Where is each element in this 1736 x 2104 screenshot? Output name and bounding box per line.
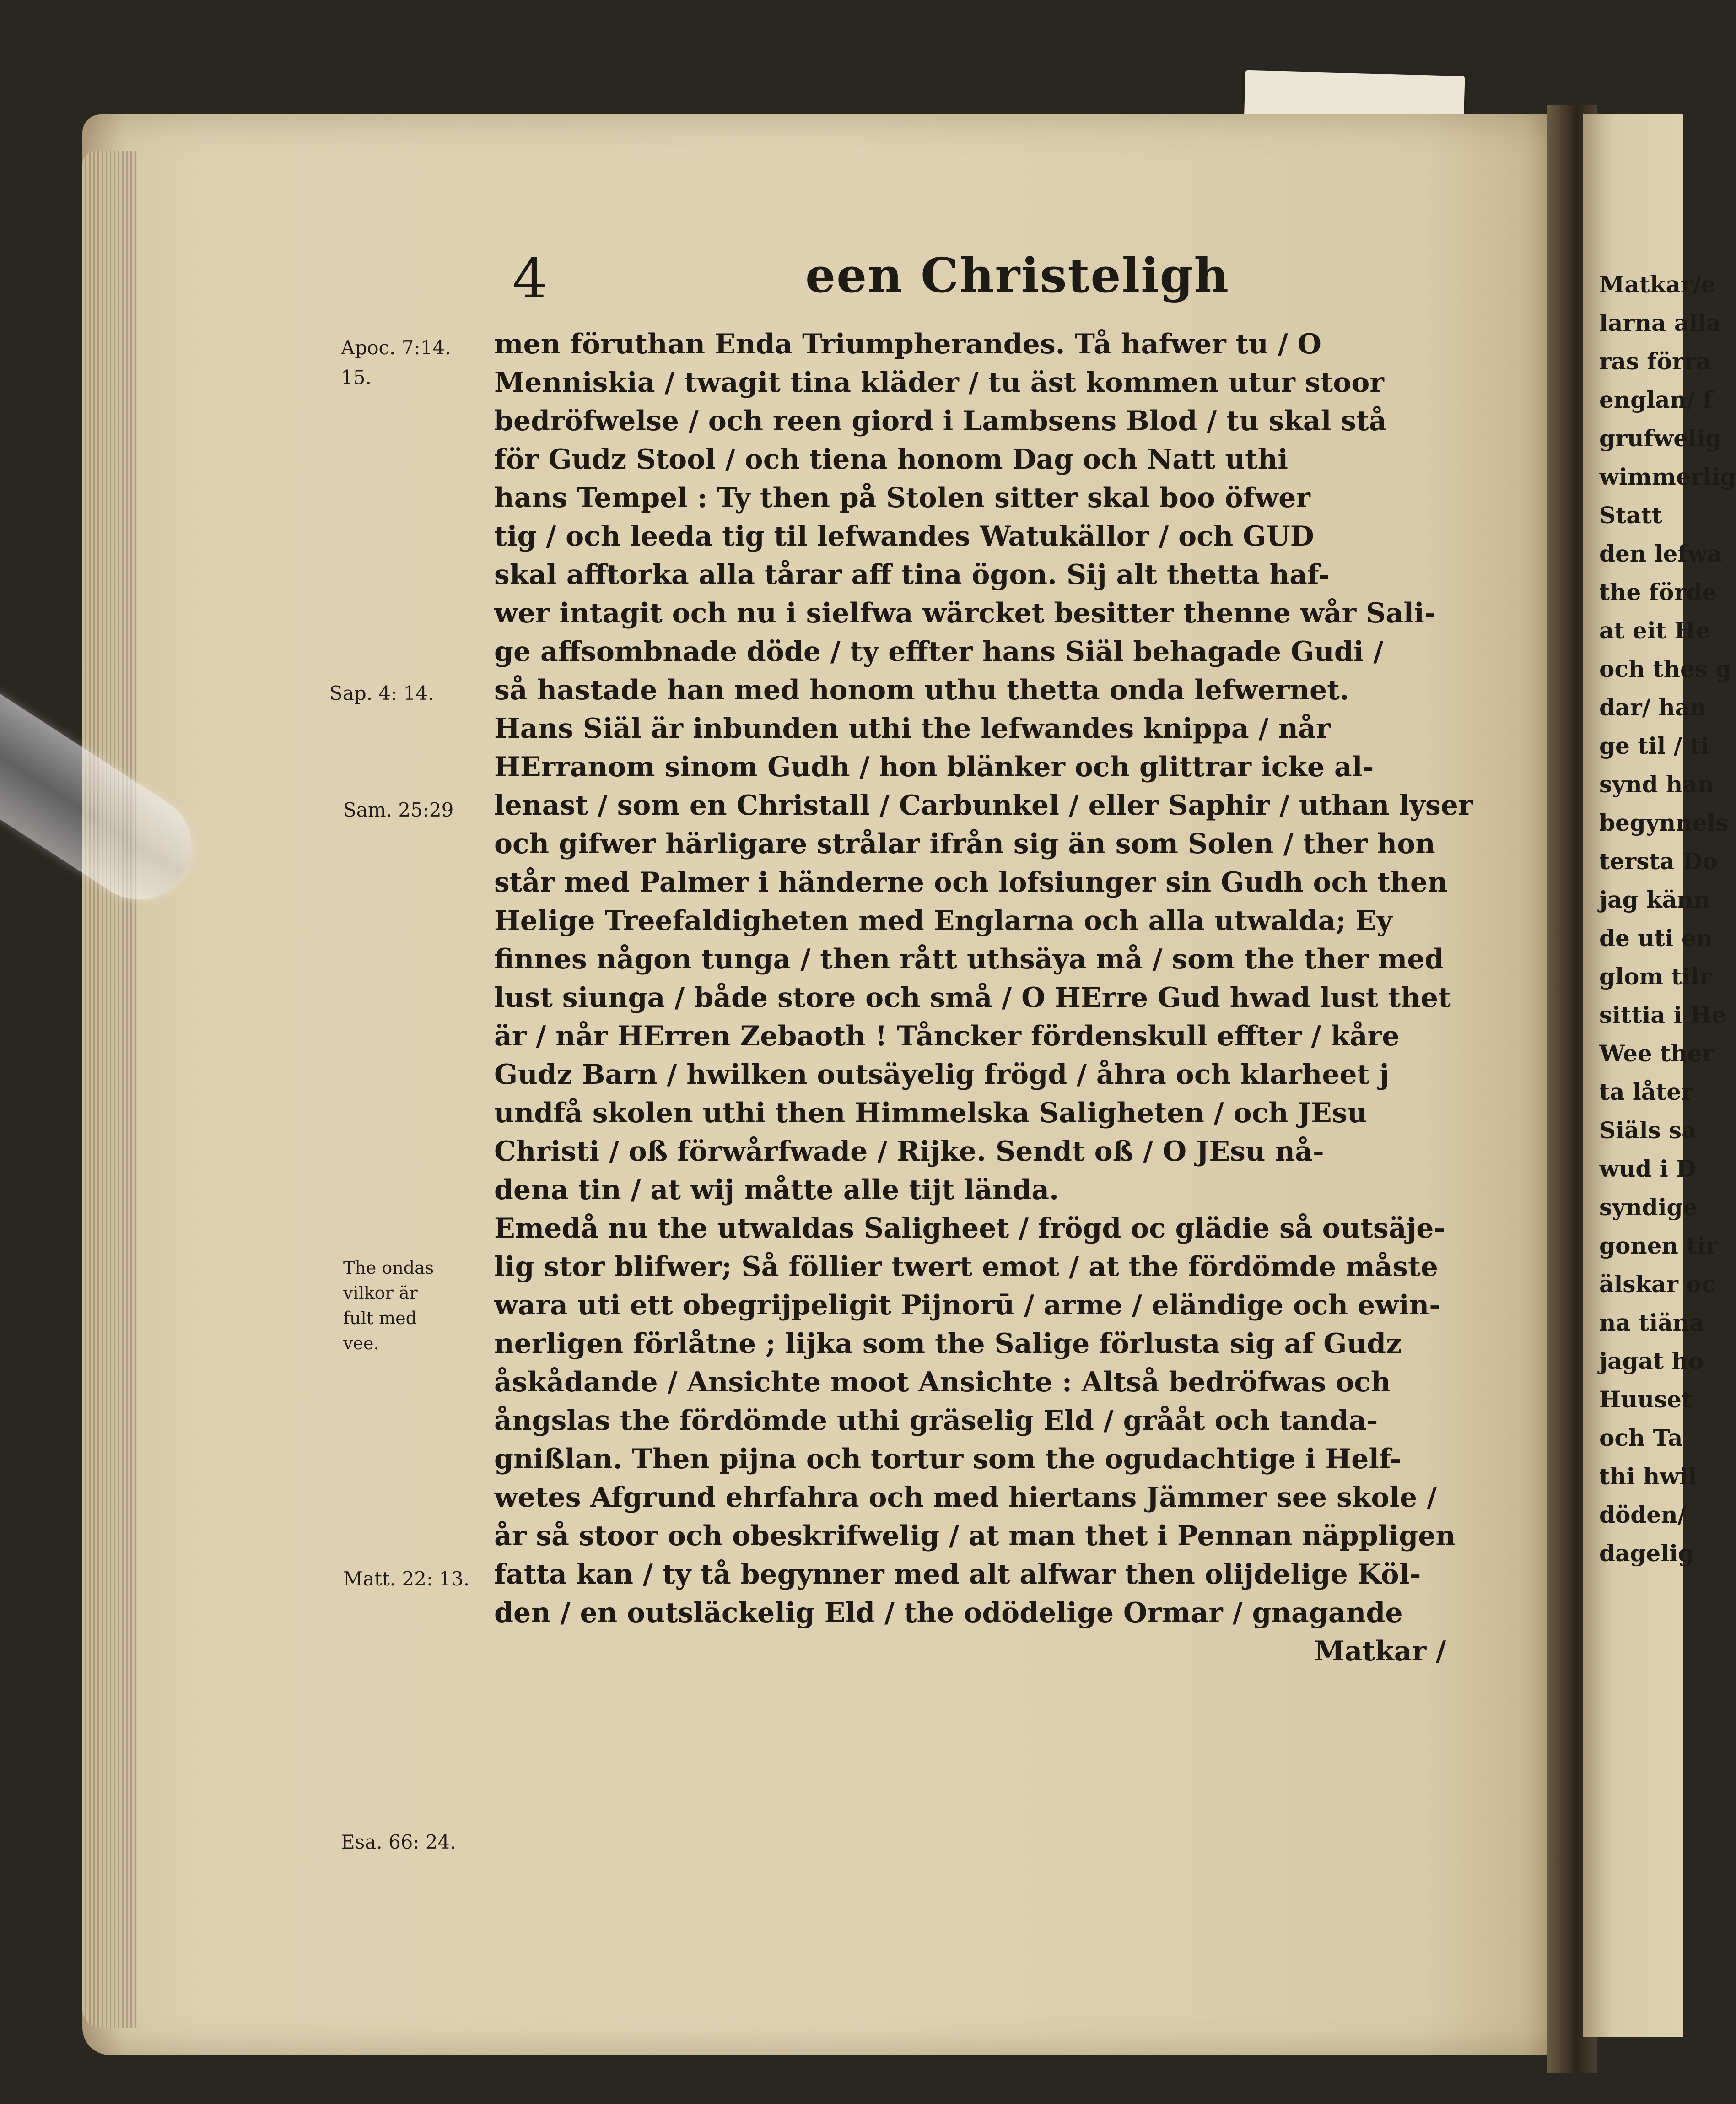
facing-line: döden/ [1599,1501,1686,1528]
text-line: wara uti ett obegrijpeligit Pijnorū / arme / eländige och ewin- [494,1289,1441,1321]
text-line: HErranom sinom Gudh / hon blänker och glittrar icke al- [494,751,1374,783]
text-line: men föruthan Enda Triumpherandes. Tå hafwer tu / O [494,328,1321,360]
facing-line: ge til / ti [1599,732,1709,759]
text-line: lenast / som en Christall / Carbunkel / eller Saphir / uthan lyser [494,790,1473,822]
facing-line: älskar oc [1599,1271,1716,1298]
facing-line: Wee ther [1599,1040,1714,1067]
margin-note: Apoc. 7:14. [341,336,451,359]
facing-line: grufwelig [1599,425,1721,452]
text-line: tig / och leeda tig til lefwandes Watukällor / och GUD [494,520,1314,552]
facing-line: sittia i He [1599,1001,1726,1028]
facing-line: jagat ho [1599,1347,1704,1374]
text-line: wetes Afgrund ehrfahra och med hiertans Jämmer see skole / [494,1482,1437,1514]
facing-line: dar/ han [1599,694,1707,721]
facing-line: larna alla [1599,309,1721,336]
margin-note: Matt. 22: 13. [343,1568,470,1590]
text-line: wer intagit och nu i sielfwa wärcket besitter thenne wår Sali- [494,597,1436,629]
facing-line: de uti en [1599,925,1713,952]
margin-note: fult med [343,1308,417,1328]
body-text [494,325,1473,1671]
text-line: lust siunga / både store och små / O HErre Gud hwad lust thet [494,982,1451,1014]
text-line: fatta kan / ty tå begynner med alt alfwar then olijdelige Köl- [494,1558,1421,1590]
text-line: finnes någon tunga / then rått uthsäya må / som the ther med [494,943,1444,975]
text-line: skal afftorka alla tårar aff tina ögon. Sij alt thetta haf- [494,559,1330,591]
text-line: lig stor blifwer; Så föllier twert emot / at the fördömde måste [494,1251,1438,1283]
text-line: Gudz Barn / hwilken outsäyelig frögd / åhra och klarheet j [494,1059,1390,1091]
text-line: åskådande / Ansichte moot Ansichte : Altså bedröfwas och [494,1366,1391,1398]
running-title: een Christeligh [805,247,1229,303]
facing-line: Huuset [1599,1386,1693,1413]
facing-line: wud i D [1599,1155,1696,1182]
text-line: den / en outsläckelig Eld / the odödelige Ormar / gnagande [494,1597,1403,1629]
facing-line: begynnels [1599,809,1729,836]
facing-line: Matkar/e [1599,271,1716,298]
facing-line: och thes g [1599,655,1732,682]
text-line: ångslas the fördömde uthi gräselig Eld / grååt och tanda- [494,1405,1378,1437]
facing-line: ras förra [1599,348,1711,375]
facing-page-text [1599,265,1736,1573]
page-edges [82,151,137,2028]
facing-line: tersta Do [1599,848,1718,875]
text-line: Menniskia / twagit tina kläder / tu äst kommen utur stoor [494,367,1384,399]
text-line: hans Tempel : Ty then på Stolen sitter skal boo öfwer [494,482,1310,514]
text-line: Helige Treefaldigheten med Englarna och alla utwalda; Ey [494,905,1392,937]
text-line: Christi / oß förwårfwade / Rijke. Sendt oß / O JEsu nå- [494,1136,1324,1168]
text-line: gnißlan. Then pijna och tortur som the ogudachtige i Helf- [494,1443,1402,1475]
facing-line: wimmerlig [1599,463,1736,490]
facing-line: och Ta [1599,1424,1683,1451]
facing-line: ta låter [1599,1078,1693,1105]
margin-note: Sam. 25:29 [343,799,454,821]
text-line: Emedå nu the utwaldas Saligheet / frögd oc glädie så outsäje- [494,1212,1445,1244]
facing-line: glom tilr [1599,963,1712,990]
page-number: 4 [512,247,548,311]
text-line: år så stoor och obeskrifwelig / at man thet i Pennan näppligen [494,1520,1456,1552]
margin-note: Sap. 4: 14. [329,682,434,704]
facing-line: Siäls sa [1599,1117,1697,1144]
facing-line: the förde [1599,579,1717,606]
text-line: nerligen förlåtne ; lijka som the Salige förlusta sig af Gudz [494,1328,1402,1360]
text-line: för Gudz Stool / och tiena honom Dag och Natt uthi [494,444,1289,476]
text-line: dena tin / at wij måtte alle tijt lända. [494,1174,1059,1206]
text-line: undfå skolen uthi then Himmelska Saligheten / och JEsu [494,1097,1368,1129]
margin-note: vee. [343,1333,379,1353]
margin-note: Esa. 66: 24. [341,1831,456,1853]
facing-line: thi hwil [1599,1463,1697,1490]
text-line: och gifwer härligare strålar ifrån sig än som Solen / ther hon [494,828,1435,860]
text-line: står med Palmer i händerne och lofsiunger sin Gudh och then [494,866,1448,898]
margin-note: The ondas [343,1258,434,1278]
text-line: så hastade han med honom uthu thetta onda lefwernet. [494,674,1349,706]
facing-line: syndige [1599,1194,1698,1221]
facing-line: synd han [1599,771,1714,798]
text-line: ge affsombnade döde / ty effter hans Siäl behagade Gudi / [494,636,1384,668]
facing-line: den lefwa [1599,540,1722,567]
facing-line: na tiäna [1599,1309,1704,1336]
facing-line: jag känn [1599,886,1710,913]
facing-line: englan/ f [1599,386,1713,413]
facing-line: dagelig [1599,1540,1694,1567]
facing-line: at eit He [1599,617,1711,644]
margin-note: vilkor är [343,1283,418,1303]
facing-line: Statt [1599,502,1662,529]
text-line: Hans Siäl är inbunden uthi the lefwandes knippa / når [494,713,1331,745]
text-line: bedröfwelse / och reen giord i Lambsens Blod / tu skal stå [494,405,1387,437]
catchword: Matkar / [1314,1635,1446,1667]
facing-line: gonen tir [1599,1232,1718,1259]
text-line: är / når HErren Zebaoth ! Tåncker fördenskull effter / kåre [494,1020,1400,1052]
margin-note: 15. [341,366,372,389]
